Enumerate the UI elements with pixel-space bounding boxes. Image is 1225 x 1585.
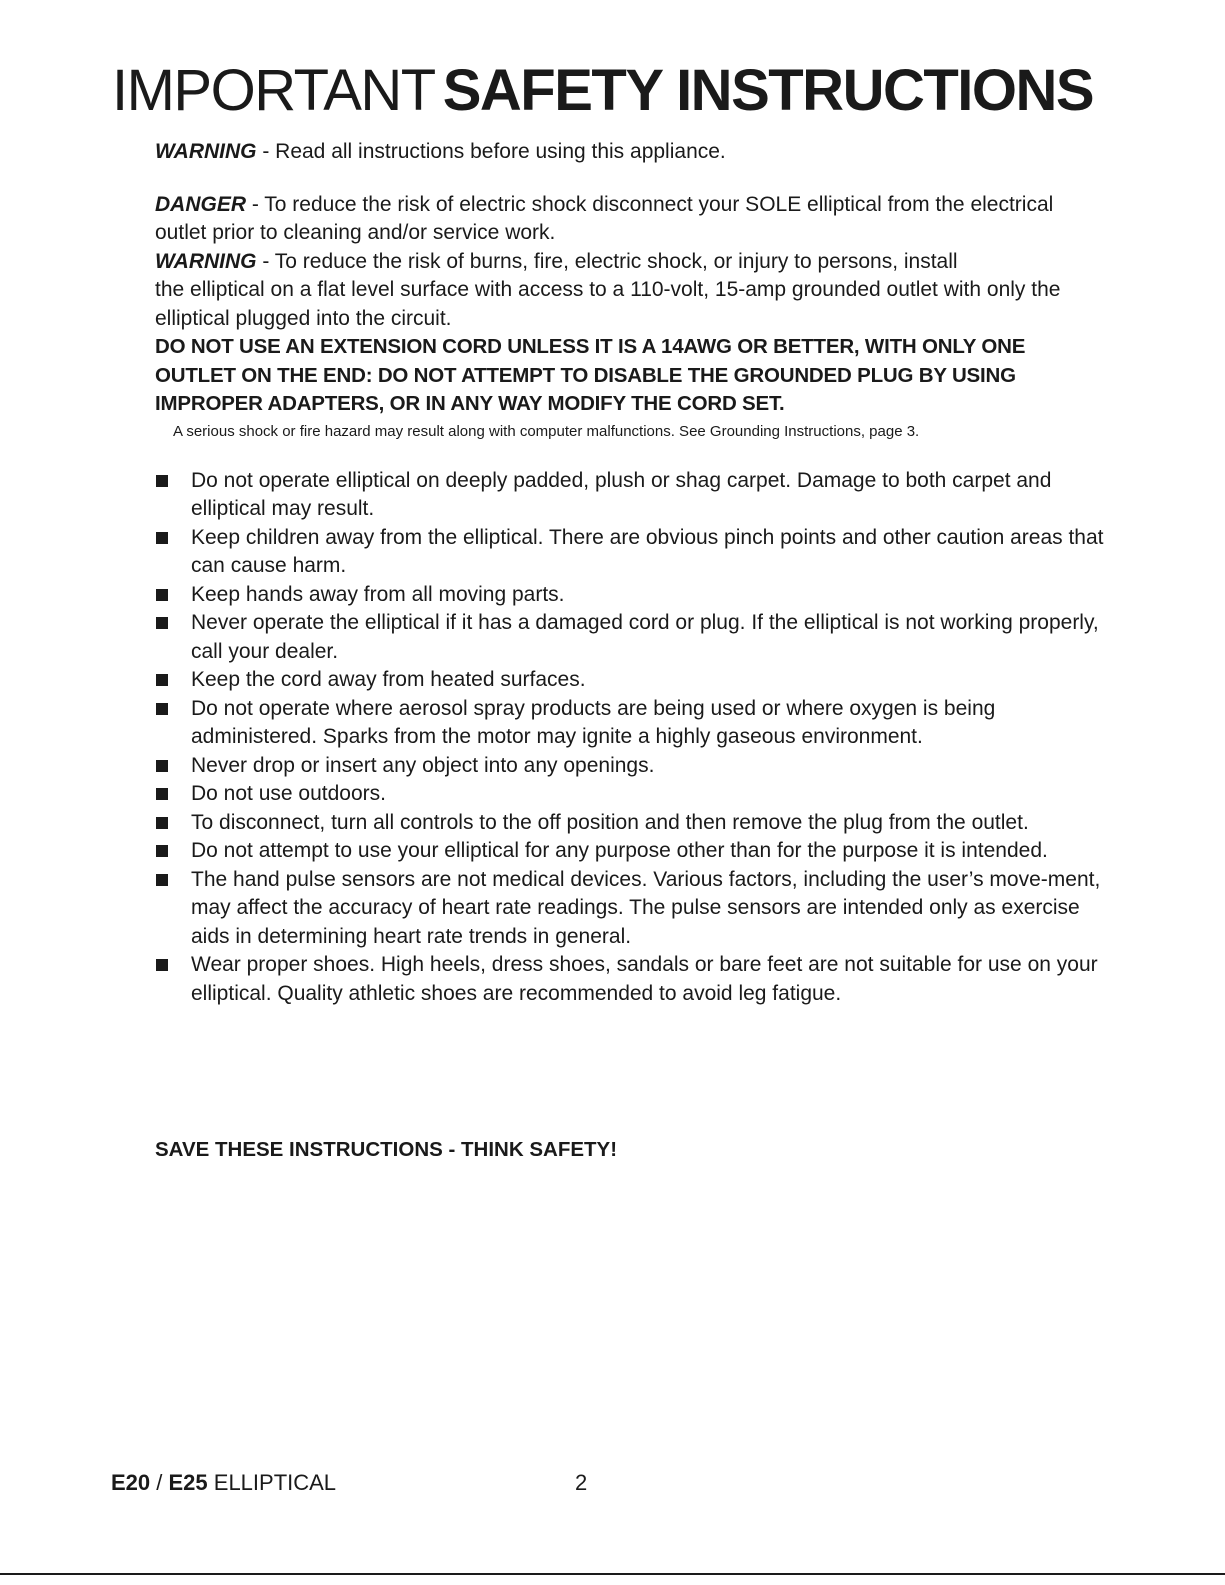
square-bullet-icon (156, 874, 168, 886)
list-item: Do not operate where aerosol spray products are being used or where oxygen is being administered. Sparks from the motor may ignite a highly gaseous environment. (155, 695, 1105, 752)
extension-cord-notice: DO NOT USE AN EXTENSION CORD UNLESS IT IS A 14AWG OR BETTER, WITH ONLY ONE OUTLET ON THE END: DO NOT ATTEMPT TO DISABLE THE GROUNDED PLUG BY USING IMPROPER ADAPTERS, OR IN ANY WAY MODIFY THE CORD SET. (155, 335, 1026, 415)
list-item: Keep hands away from all moving parts. (155, 581, 1105, 610)
square-bullet-icon (156, 703, 168, 715)
warning-read-text: - Read all instructions before using this appliance. (256, 140, 726, 163)
save-instructions-heading: SAVE THESE INSTRUCTIONS - THINK SAFETY! (155, 1138, 618, 1161)
list-item: Do not attempt to use your elliptical for any purpose other than for the purpose it is intended. (155, 837, 1105, 866)
title-important: IMPORTANT (112, 58, 435, 123)
product-name: ELLIPTICAL (207, 1470, 337, 1495)
square-bullet-icon (156, 845, 168, 857)
list-item: The hand pulse sensors are not medical devices. Various factors, including the user’s move-ment, may affect the accuracy of heart rate readings. The pulse sensors are intended only as exercise aids in determining heart rate trends in general. (155, 866, 1105, 952)
model-e25: E25 (168, 1470, 208, 1495)
warning-install-paragraph (155, 248, 1105, 334)
footer-model-name (111, 1470, 336, 1496)
list-item: Do not operate elliptical on deeply padded, plush or shag carpet. Damage to both carpet and elliptical may result. (155, 467, 1105, 524)
list-item: Keep children away from the elliptical. There are obvious pinch points and other caution areas that can cause harm. (155, 524, 1105, 581)
square-bullet-icon (156, 617, 168, 629)
model-separator: / (150, 1470, 169, 1495)
list-item: Do not use outdoors. (155, 780, 1105, 809)
page-number: 2 (575, 1470, 588, 1495)
square-bullet-icon (156, 788, 168, 800)
list-item: Keep the cord away from heated surfaces. (155, 666, 1105, 695)
model-e20: E20 (111, 1470, 151, 1495)
title-safety-instructions: SAFETY INSTRUCTIONS (442, 58, 1094, 123)
square-bullet-icon (156, 817, 168, 829)
list-item: Never drop or insert any object into any openings. (155, 752, 1105, 781)
danger-label: DANGER (155, 192, 247, 216)
bottom-divider (0, 1573, 1225, 1575)
hazard-note: A serious shock or fire hazard may result along with computer malfunctions. See Grounding Instructions, page 3. (173, 422, 920, 440)
list-item: Wear proper shoes. High heels, dress shoes, sandals or bare feet are not suitable for use on your elliptical. Quality athletic shoes are recommended to avoid leg fatigue. (155, 951, 1105, 1008)
warning-install-label: WARNING (155, 249, 257, 273)
safety-content (155, 138, 1105, 1008)
square-bullet-icon (156, 532, 168, 544)
square-bullet-icon (156, 959, 168, 971)
list-item: To disconnect, turn all controls to the off position and then remove the plug from the outlet. (155, 809, 1105, 838)
square-bullet-icon (156, 475, 168, 487)
square-bullet-icon (156, 589, 168, 601)
square-bullet-icon (156, 674, 168, 686)
list-item: Never operate the elliptical if it has a damaged cord or plug. If the elliptical is not working properly, call your dealer. (155, 609, 1105, 666)
warning-install-line2: the elliptical on a flat level surface with access to a 110-volt, 15-amp grounded outlet with only the elliptical plugged into the circuit. (155, 278, 1061, 330)
warning-install-line1: - To reduce the risk of burns, fire, electric shock, or injury to persons, install (256, 249, 958, 273)
square-bullet-icon (156, 760, 168, 772)
warning-read-paragraph (155, 138, 1105, 167)
safety-bullet-list (155, 467, 1105, 1009)
page-title (112, 58, 1094, 123)
warning-label: WARNING (155, 140, 257, 163)
danger-text: - To reduce the risk of electric shock disconnect your SOLE elliptical from the electrical outlet prior to cleaning and/or service work. (155, 192, 1054, 244)
danger-paragraph (155, 191, 1105, 248)
